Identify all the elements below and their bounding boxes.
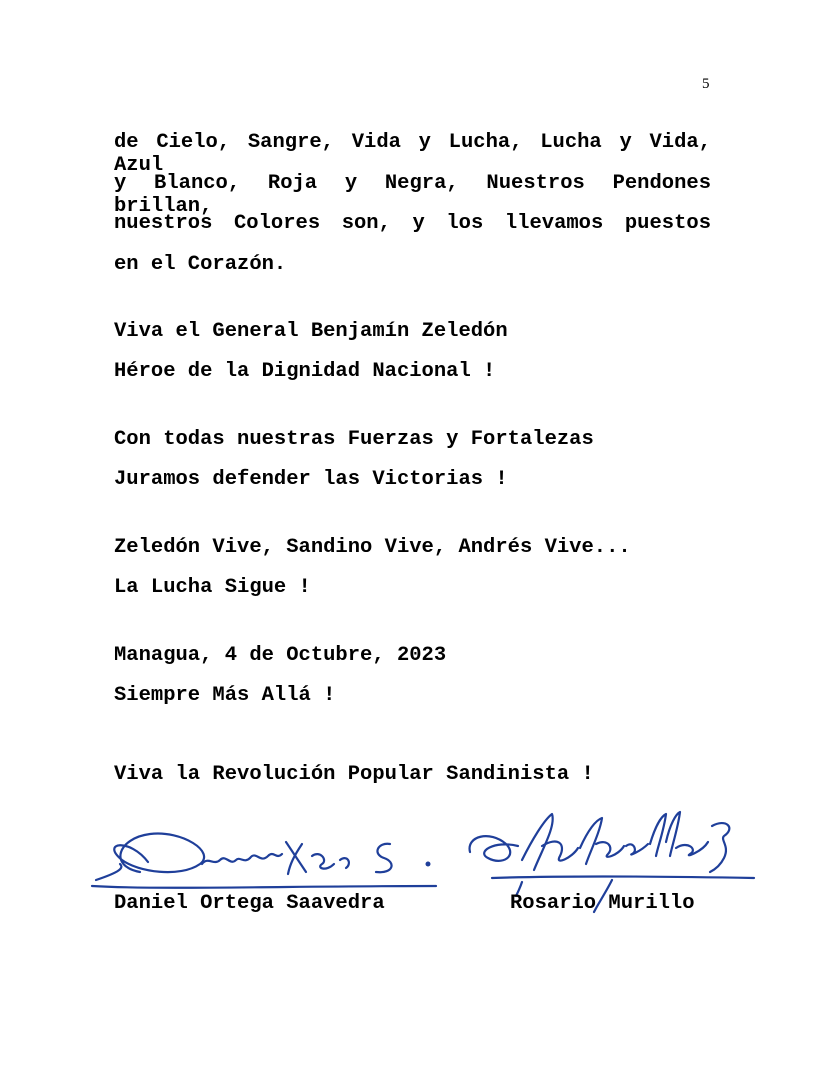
paragraph-line-2: y Blanco, Roja y Negra, Nuestros Pendones brillan, — [114, 172, 711, 218]
stanza-zeledon-line-2: Héroe de la Dignidad Nacional ! — [114, 360, 496, 383]
signature-left-name: Daniel Ortega Saavedra — [114, 892, 385, 915]
stanza-fuerzas-line-2: Juramos defender las Victorias ! — [114, 468, 508, 491]
page-number: 5 — [702, 76, 710, 92]
paragraph-line-3: nuestros Colores son, y los llevamos puestos — [114, 212, 711, 235]
paragraph-line-4: en el Corazón. — [114, 253, 287, 276]
paragraph-line-1: de Cielo, Sangre, Vida y Lucha, Lucha y Vida, Azul — [114, 131, 711, 177]
place-date: Managua, 4 de Octubre, 2023 — [114, 644, 447, 667]
signature-left-image — [90, 820, 450, 900]
final-cheer: Viva la Revolución Popular Sandinista ! — [114, 763, 594, 786]
stanza-vive-line-1: Zeledón Vive, Sandino Vive, Andrés Vive... — [114, 536, 631, 559]
signature-right-name: Rosario Murillo — [510, 892, 695, 915]
stanza-fuerzas-line-1: Con todas nuestras Fuerzas y Fortalezas — [114, 428, 594, 451]
stanza-vive-line-2: La Lucha Sigue ! — [114, 576, 311, 599]
stanza-zeledon-line-1: Viva el General Benjamín Zeledón — [114, 320, 508, 343]
motto: Siempre Más Allá ! — [114, 684, 336, 707]
